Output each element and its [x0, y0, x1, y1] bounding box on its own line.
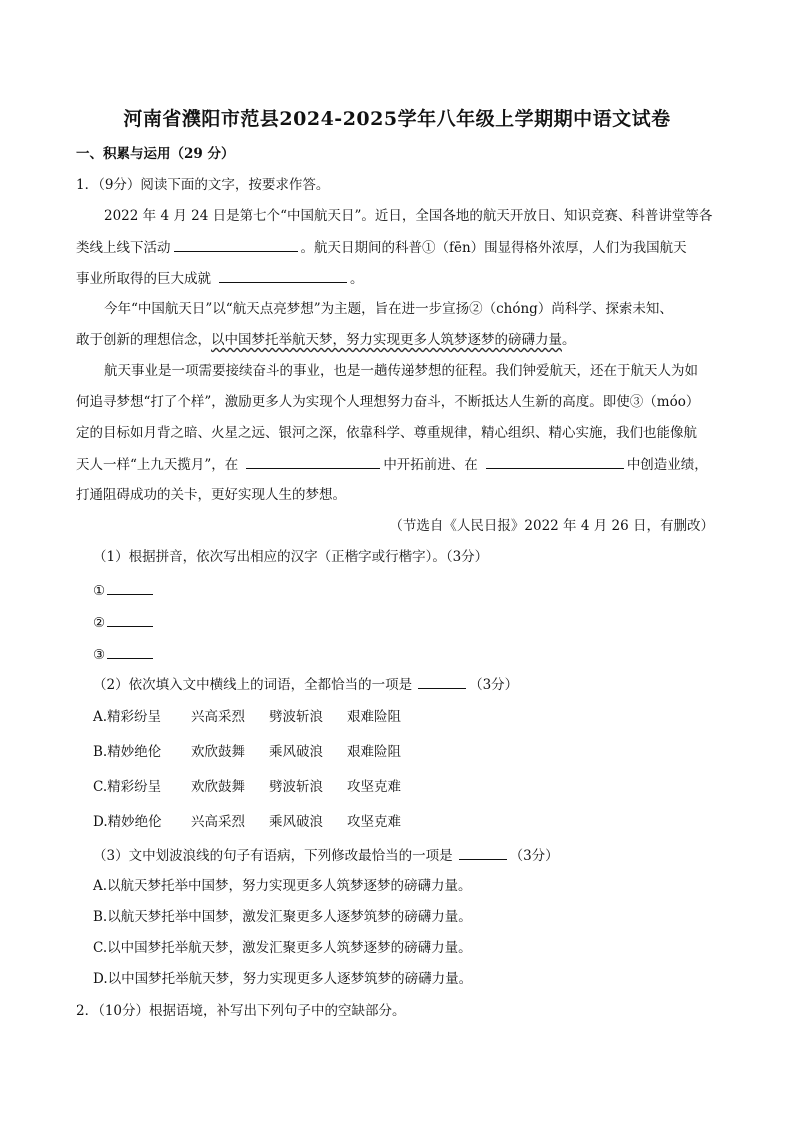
question-1-heading: 1．（9分）阅读下面的文字，按要求作答。 [76, 177, 330, 193]
passage-line: 类线上线下活动 。航天日期间的科普①（fēn）围显得格外浓厚，人们为我国航天 [76, 237, 687, 258]
passage-line: 天人一样“上九天揽月”，在 中开拓前进、在 中创造业绩， [76, 454, 708, 475]
answer-line-2: ② [93, 612, 156, 633]
passage-line: 今年“中国航天日”以“航天点亮梦想”为主题，旨在进一步宣扬②（chóng）尚科学、探索未知、 [104, 301, 673, 317]
passage-line: 事业所取得的巨大成就 。 [76, 268, 364, 289]
option-a[interactable]: A.以航天梦托举中国梦，努力实现更多人筑梦逐梦的磅礴力量。 [93, 878, 472, 894]
question-2-heading: 2．（10分）根据语境，补写出下列句子中的空缺部分。 [76, 1003, 406, 1019]
source-note: （节选自《人民日报》2022 年 4 月 26 日，有删改） [389, 518, 714, 534]
passage-line: 打通阻碍成功的关卡，更好实现人生的梦想。 [76, 487, 346, 503]
passage-line: 敢于创新的理想信念，以中国梦托举航天梦，努力实现更多人筑梦逐梦的磅礴力量。 [76, 332, 576, 348]
fill-blank[interactable] [174, 237, 298, 252]
option-d[interactable]: D.精妙绝伦 兴高采烈 乘风破浪 攻坚克难 [93, 814, 401, 830]
option-a[interactable]: A.精彩纷呈 兴高采烈 劈波斩浪 艰难险阻 [93, 709, 401, 725]
page-title: 河南省濮阳市范县2024-2025学年八年级上学期期中语文试卷 [123, 108, 671, 130]
sub-question-1: （1）根据拼音，依次写出相应的汉字（正楷字或行楷字）。（3分） [93, 549, 489, 565]
answer-blank[interactable] [459, 845, 507, 860]
option-b[interactable]: B.精妙绝伦 欢欣鼓舞 乘风破浪 艰难险阻 [93, 744, 401, 760]
answer-blank[interactable] [107, 580, 153, 595]
answer-line-1: ① [93, 580, 156, 601]
sub-question-3: （3）文中划波浪线的句子有语病，下列修改最恰当的一项是 （3分） [93, 845, 559, 866]
fill-blank[interactable] [219, 268, 347, 283]
passage-line: 航天事业是一项需要接续奋斗的事业，也是一趟传递梦想的征程。我们钟爱航天，还在于航天人为如 [104, 363, 698, 379]
passage-line: 2022 年 4 月 24 日是第七个“中国航天日”。近日，全国各地的航天开放日、知识竞赛、科普讲堂等各 [104, 208, 713, 224]
section-heading: 一、积累与运用（29 分） [76, 146, 235, 162]
answer-line-3: ③ [93, 644, 156, 665]
option-b[interactable]: B.以航天梦托举中国梦，激发汇聚更多人逐梦筑梦的磅礴力量。 [93, 909, 472, 925]
option-c[interactable]: C.精彩纷呈 欢欣鼓舞 劈波斩浪 攻坚克难 [93, 779, 401, 795]
passage-line: 何追寻梦想“打了个样”，激励更多人为实现个人理想努力奋斗，不断抵达人生新的高度。即使③（móo） [76, 394, 700, 410]
answer-blank[interactable] [107, 644, 153, 659]
sub-question-2: （2）依次填入文中横线上的词语，全都恰当的一项是 （3分） [93, 674, 518, 695]
option-c[interactable]: C.以中国梦托举航天梦，激发汇聚更多人筑梦逐梦的磅礴力量。 [93, 940, 472, 956]
fill-blank[interactable] [486, 454, 624, 469]
passage-line: 定的目标如月背之暗、火星之远、银河之深，依靠科学、尊重规律，精心组织、精心实施，我们也能像航 [76, 425, 697, 441]
fill-blank[interactable] [246, 454, 380, 469]
answer-blank[interactable] [418, 674, 466, 689]
wavy-underlined-sentence: 以中国梦托举航天梦，努力实现更多人筑梦逐梦的磅礴力量 [211, 332, 562, 348]
option-d[interactable]: D.以中国梦托举航天梦，努力实现更多人逐梦筑梦的磅礴力量。 [93, 971, 473, 987]
answer-blank[interactable] [107, 612, 153, 627]
